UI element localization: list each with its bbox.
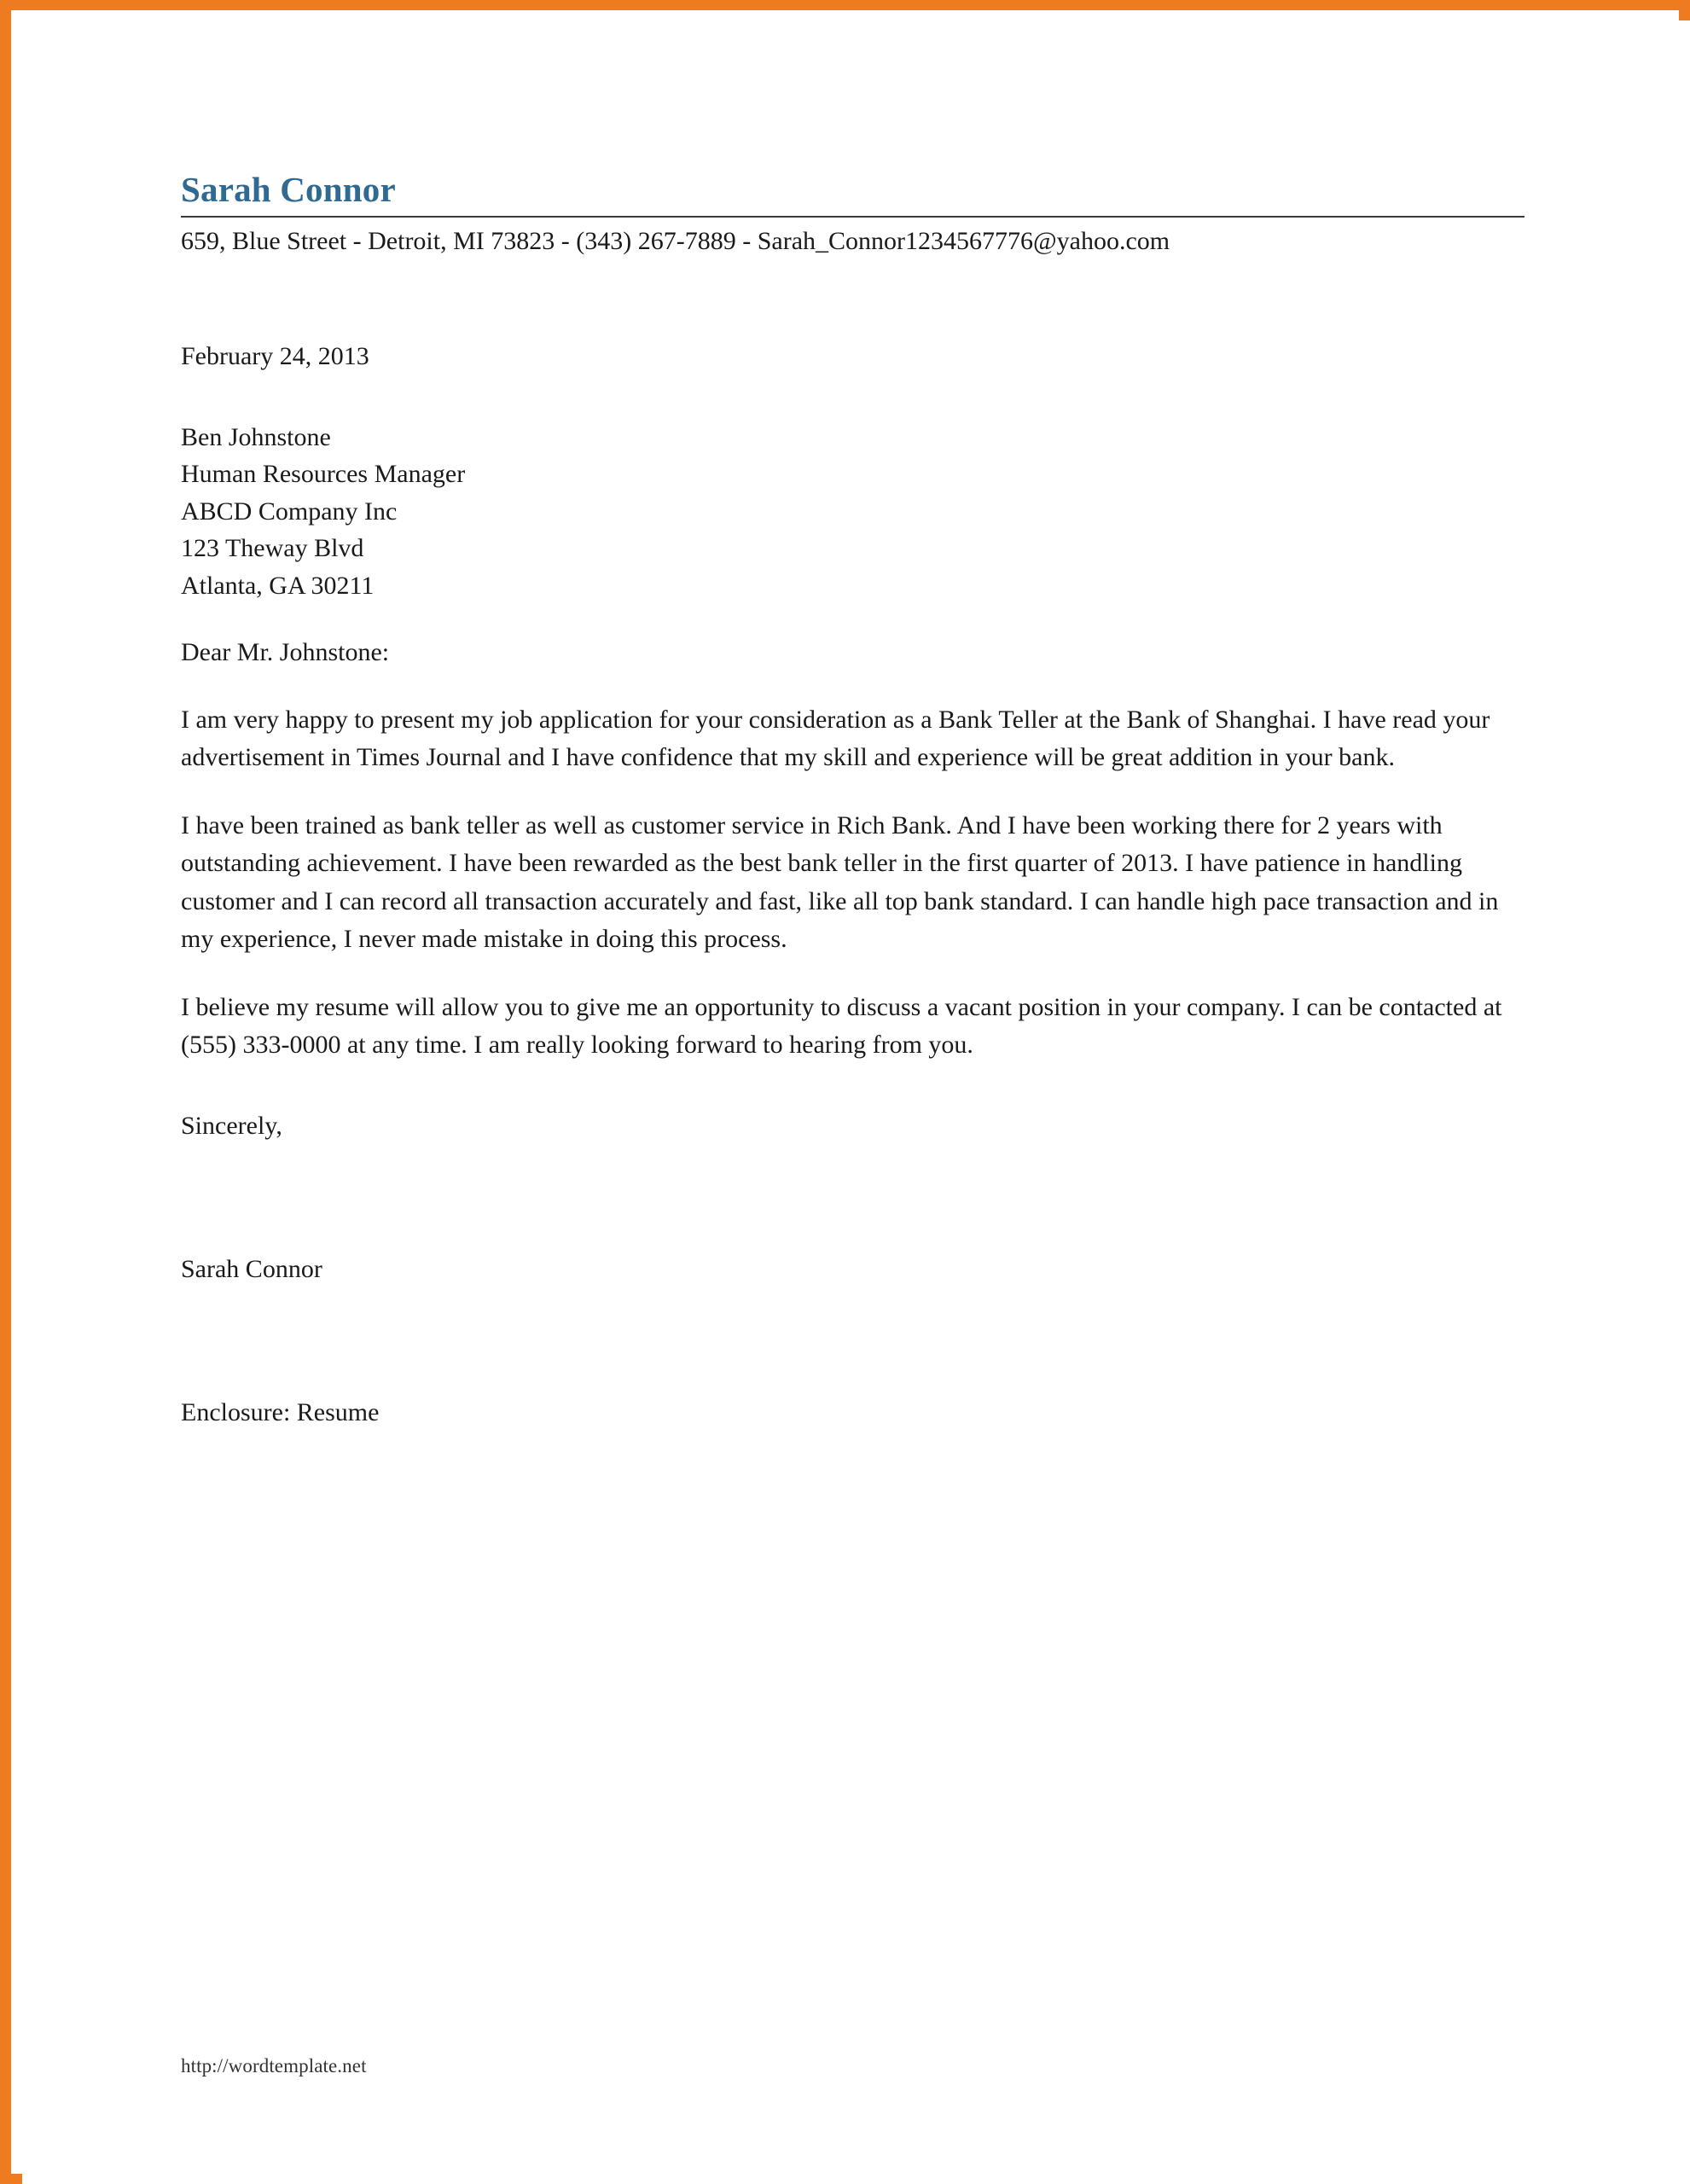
spacer xyxy=(181,671,1546,701)
spacer xyxy=(181,958,1546,989)
closing-line: Sincerely, xyxy=(181,1111,282,1140)
spacer xyxy=(181,604,1546,635)
body-paragraph-1: I am very happy to present my job application for your consideration as a Bank Teller at the Bank of Shanghai. I have read your advertisement in Times Journal and I have confidence that my skill and experience will be great addition in your bank. xyxy=(181,706,1490,772)
recipient-name: Ben Johnstone xyxy=(181,422,331,451)
spacer xyxy=(181,1287,1546,1395)
recipient-street: 123 Theway Blvd xyxy=(181,534,364,563)
salutation: Dear Mr. Johnstone: xyxy=(181,638,390,667)
recipient-city-state-zip: Atlanta, GA 30211 xyxy=(181,571,375,600)
signature-space xyxy=(181,1144,1546,1252)
spacer xyxy=(181,1064,1546,1108)
spacer xyxy=(181,375,1546,419)
enclosure-line: Enclosure: Resume xyxy=(181,1397,380,1426)
cover-letter-content xyxy=(181,170,1546,1431)
body-paragraph-3: I believe my resume will allow you to give me an opportunity to discuss a vacant position in your company. I can be contacted at (555) 333-0000 at any time. I am really looking forward to hearing from you. xyxy=(181,992,1502,1059)
sender-contact-line: 659, Blue Street - Detroit, MI 73823 - (343) 267-7889 - Sarah_Connor1234567776@yahoo.com xyxy=(181,227,1170,256)
letter-date: February 24, 2013 xyxy=(181,342,369,371)
recipient-company: ABCD Company Inc xyxy=(181,497,398,526)
spacer xyxy=(181,776,1546,807)
spacer xyxy=(181,258,1546,340)
footer-url: http://wordtemplate.net xyxy=(181,2055,367,2077)
sender-name: Sarah Connor xyxy=(181,170,396,209)
body-paragraph-2: I have been trained as bank teller as well as customer service in Rich Bank. And I have been working there for 2 years with outstanding achievement. I have been rewarded as the best bank teller in the first quarter of 2013. I have patience in handling customer and I can record all transaction accurately and fast, like all top bank standard. I can handle high pace transaction and in my experience, I never made mistake in doing this process. xyxy=(181,811,1499,953)
header-divider xyxy=(181,216,1524,218)
letter-page xyxy=(22,20,1690,2184)
recipient-address-block xyxy=(181,419,1546,605)
signature-name: Sarah Connor xyxy=(181,1254,322,1283)
recipient-title: Human Resources Manager xyxy=(181,460,466,489)
